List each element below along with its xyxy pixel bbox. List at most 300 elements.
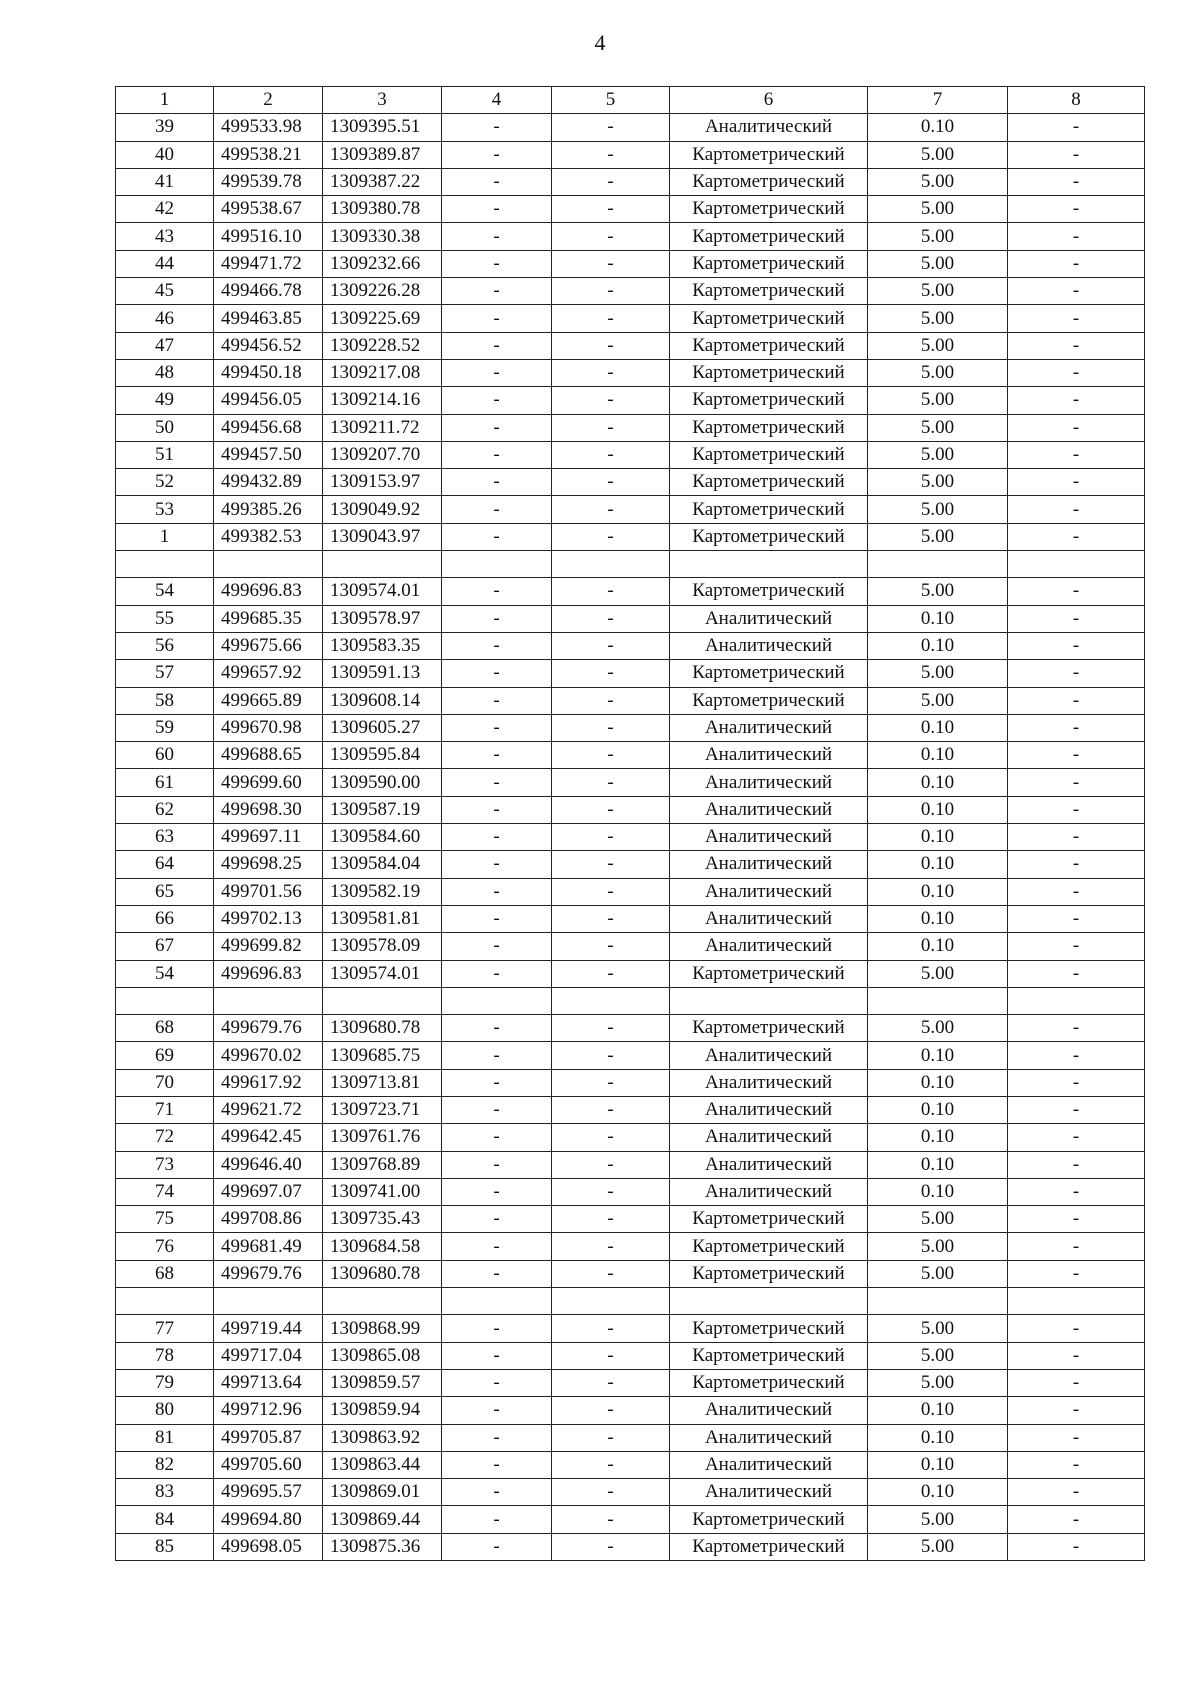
table-row [116,987,1145,1014]
x-coordinate-cell [214,551,323,578]
method-cell: Аналитический [670,714,868,741]
point-number-cell: 45 [116,278,214,305]
precision-cell: 0.10 [868,742,1008,769]
y-coordinate-cell: 1309684.58 [323,1233,442,1260]
column-5-cell: - [552,933,670,960]
column-4-cell: - [442,1124,552,1151]
x-coordinate-cell: 499697.07 [214,1178,323,1205]
column-5-cell: - [552,1479,670,1506]
column-4-cell: - [442,1506,552,1533]
method-cell: Аналитический [670,851,868,878]
method-cell: Картометрический [670,1233,868,1260]
x-coordinate-cell: 499533.98 [214,114,323,141]
table-row [116,1479,1145,1506]
precision-cell: 0.10 [868,714,1008,741]
table-row [116,1178,1145,1205]
x-coordinate-cell: 499698.05 [214,1533,323,1560]
column-8-cell: - [1008,1096,1145,1123]
column-4-cell: - [442,250,552,277]
point-number-cell: 58 [116,687,214,714]
point-number-cell: 71 [116,1096,214,1123]
column-5-cell: - [552,141,670,168]
y-coordinate-cell: 1309207.70 [323,441,442,468]
precision-cell: 0.10 [868,905,1008,932]
column-4-cell: - [442,605,552,632]
column-5-cell: - [552,714,670,741]
method-cell: Аналитический [670,1178,868,1205]
x-coordinate-cell: 499621.72 [214,1096,323,1123]
y-coordinate-cell: 1309582.19 [323,878,442,905]
point-number-cell: 76 [116,1233,214,1260]
precision-cell: 0.10 [868,1042,1008,1069]
method-cell: Картометрический [670,496,868,523]
y-coordinate-cell: 1309578.09 [323,933,442,960]
point-number-cell: 55 [116,605,214,632]
column-4-cell: - [442,769,552,796]
y-coordinate-cell: 1309214.16 [323,387,442,414]
y-coordinate-cell: 1309583.35 [323,632,442,659]
precision-cell: 0.10 [868,1397,1008,1424]
column-8-cell: - [1008,632,1145,659]
precision-cell: 0.10 [868,878,1008,905]
column-8-cell: - [1008,141,1145,168]
column-5-cell: - [552,496,670,523]
column-4-cell: - [442,278,552,305]
method-cell: Аналитический [670,796,868,823]
column-4-cell: - [442,441,552,468]
table-header-row [116,87,1145,114]
x-coordinate-cell: 499681.49 [214,1233,323,1260]
column-4-cell: - [442,905,552,932]
y-coordinate-cell: 1309049.92 [323,496,442,523]
y-coordinate-cell [323,551,442,578]
table-body [116,87,1145,1561]
point-number-cell: 52 [116,469,214,496]
column-8-cell: - [1008,1479,1145,1506]
y-coordinate-cell: 1309330.38 [323,223,442,250]
method-cell: Аналитический [670,933,868,960]
method-cell: Картометрический [670,578,868,605]
x-coordinate-cell: 499713.64 [214,1369,323,1396]
column-8-cell: - [1008,441,1145,468]
column-8-cell: - [1008,469,1145,496]
method-cell: Аналитический [670,1451,868,1478]
precision-cell: 0.10 [868,851,1008,878]
table-row [116,1315,1145,1342]
column-8-cell: - [1008,769,1145,796]
table-row [116,1342,1145,1369]
x-coordinate-cell: 499456.52 [214,332,323,359]
y-coordinate-cell: 1309761.76 [323,1124,442,1151]
point-number-cell: 62 [116,796,214,823]
y-coordinate-cell: 1309869.44 [323,1506,442,1533]
x-coordinate-cell: 499456.68 [214,414,323,441]
point-number-cell: 69 [116,1042,214,1069]
point-number-cell: 42 [116,196,214,223]
point-number-cell: 80 [116,1397,214,1424]
column-5-cell [552,1288,670,1315]
precision-cell: 0.10 [868,824,1008,851]
column-4-cell: - [442,1424,552,1451]
method-cell [670,551,868,578]
precision-cell: 5.00 [868,250,1008,277]
column-header-3: 3 [323,87,442,114]
x-coordinate-cell: 499696.83 [214,578,323,605]
column-4-cell [442,987,552,1014]
table-row [116,1233,1145,1260]
column-4-cell [442,1288,552,1315]
precision-cell: 0.10 [868,1479,1008,1506]
table-row [116,1069,1145,1096]
x-coordinate-cell: 499538.67 [214,196,323,223]
table-row [116,496,1145,523]
point-number-cell [116,551,214,578]
method-cell: Картометрический [670,305,868,332]
x-coordinate-cell: 499698.30 [214,796,323,823]
x-coordinate-cell: 499382.53 [214,523,323,550]
point-number-cell: 57 [116,660,214,687]
point-number-cell: 82 [116,1451,214,1478]
point-number-cell: 50 [116,414,214,441]
column-5-cell: - [552,578,670,605]
column-header-2: 2 [214,87,323,114]
column-4-cell: - [442,1178,552,1205]
column-5-cell: - [552,1506,670,1533]
column-4-cell: - [442,114,552,141]
column-4-cell: - [442,1451,552,1478]
point-number-cell: 66 [116,905,214,932]
precision-cell: 5.00 [868,960,1008,987]
x-coordinate-cell: 499698.25 [214,851,323,878]
x-coordinate-cell: 499670.98 [214,714,323,741]
method-cell: Картометрический [670,1533,868,1560]
column-4-cell: - [442,414,552,441]
precision-cell: 5.00 [868,168,1008,195]
method-cell: Картометрический [670,332,868,359]
y-coordinate-cell: 1309587.19 [323,796,442,823]
precision-cell: 5.00 [868,523,1008,550]
column-5-cell: - [552,469,670,496]
column-5-cell: - [552,769,670,796]
column-5-cell: - [552,1042,670,1069]
x-coordinate-cell [214,987,323,1014]
method-cell: Картометрический [670,168,868,195]
y-coordinate-cell: 1309768.89 [323,1151,442,1178]
method-cell: Картометрический [670,278,868,305]
table-row [116,1096,1145,1123]
point-number-cell: 49 [116,387,214,414]
table-row [116,824,1145,851]
table-row [116,1124,1145,1151]
method-cell: Картометрический [670,687,868,714]
method-cell: Картометрический [670,1315,868,1342]
x-coordinate-cell: 499538.21 [214,141,323,168]
table-row [116,1424,1145,1451]
method-cell: Аналитический [670,1479,868,1506]
column-5-cell: - [552,305,670,332]
precision-cell: 5.00 [868,1315,1008,1342]
precision-cell: 5.00 [868,278,1008,305]
table-row [116,332,1145,359]
y-coordinate-cell: 1309863.44 [323,1451,442,1478]
method-cell: Аналитический [670,824,868,851]
column-8-cell: - [1008,196,1145,223]
column-5-cell: - [552,1315,670,1342]
precision-cell: 5.00 [868,387,1008,414]
method-cell: Картометрический [670,441,868,468]
column-5-cell: - [552,687,670,714]
x-coordinate-cell: 499712.96 [214,1397,323,1424]
x-coordinate-cell: 499463.85 [214,305,323,332]
precision-cell: 5.00 [868,1342,1008,1369]
column-8-cell: - [1008,332,1145,359]
y-coordinate-cell: 1309868.99 [323,1315,442,1342]
column-8-cell: - [1008,660,1145,687]
table-row [116,1151,1145,1178]
column-8-cell: - [1008,1342,1145,1369]
precision-cell: 0.10 [868,1178,1008,1205]
column-8-cell: - [1008,1178,1145,1205]
column-8-cell: - [1008,1233,1145,1260]
column-5-cell: - [552,523,670,550]
precision-cell: 5.00 [868,578,1008,605]
column-header-5: 5 [552,87,670,114]
column-4-cell: - [442,168,552,195]
column-5-cell: - [552,1451,670,1478]
y-coordinate-cell: 1309578.97 [323,605,442,632]
x-coordinate-cell: 499699.82 [214,933,323,960]
column-8-cell: - [1008,1424,1145,1451]
method-cell: Картометрический [670,660,868,687]
point-number-cell: 54 [116,960,214,987]
column-5-cell: - [552,1124,670,1151]
method-cell: Картометрический [670,1206,868,1233]
y-coordinate-cell [323,987,442,1014]
column-4-cell: - [442,1206,552,1233]
method-cell: Аналитический [670,605,868,632]
column-5-cell: - [552,168,670,195]
column-5-cell: - [552,1424,670,1451]
x-coordinate-cell: 499432.89 [214,469,323,496]
column-4-cell: - [442,223,552,250]
y-coordinate-cell: 1309605.27 [323,714,442,741]
column-4-cell: - [442,141,552,168]
precision-cell: 0.10 [868,1124,1008,1151]
column-8-cell [1008,1288,1145,1315]
column-8-cell: - [1008,1206,1145,1233]
y-coordinate-cell [323,1288,442,1315]
column-4-cell: - [442,305,552,332]
table-row [116,905,1145,932]
y-coordinate-cell: 1309574.01 [323,578,442,605]
column-4-cell: - [442,1479,552,1506]
point-number-cell: 63 [116,824,214,851]
column-4-cell: - [442,1369,552,1396]
x-coordinate-cell: 499657.92 [214,660,323,687]
precision-cell: 5.00 [868,496,1008,523]
y-coordinate-cell: 1309232.66 [323,250,442,277]
x-coordinate-cell [214,1288,323,1315]
method-cell: Картометрический [670,1369,868,1396]
point-number-cell: 41 [116,168,214,195]
column-4-cell: - [442,1233,552,1260]
x-coordinate-cell: 499617.92 [214,1069,323,1096]
point-number-cell: 39 [116,114,214,141]
precision-cell: 5.00 [868,1015,1008,1042]
x-coordinate-cell: 499516.10 [214,223,323,250]
table-row [116,714,1145,741]
point-number-cell: 65 [116,878,214,905]
column-5-cell: - [552,851,670,878]
y-coordinate-cell: 1309043.97 [323,523,442,550]
table-row [116,414,1145,441]
column-8-cell: - [1008,387,1145,414]
point-number-cell: 78 [116,1342,214,1369]
column-8-cell: - [1008,1042,1145,1069]
method-cell: Картометрический [670,1342,868,1369]
point-number-cell: 68 [116,1015,214,1042]
column-8-cell: - [1008,1015,1145,1042]
table-row [116,1451,1145,1478]
column-8-cell: - [1008,523,1145,550]
column-4-cell: - [442,824,552,851]
column-5-cell: - [552,605,670,632]
method-cell: Картометрический [670,1260,868,1287]
column-5-cell: - [552,960,670,987]
column-4-cell: - [442,578,552,605]
column-5-cell: - [552,332,670,359]
x-coordinate-cell: 499697.11 [214,824,323,851]
table-row [116,632,1145,659]
table-row [116,441,1145,468]
y-coordinate-cell: 1309228.52 [323,332,442,359]
precision-cell: 0.10 [868,1424,1008,1451]
method-cell: Картометрический [670,414,868,441]
precision-cell [868,1288,1008,1315]
y-coordinate-cell: 1309869.01 [323,1479,442,1506]
point-number-cell: 83 [116,1479,214,1506]
method-cell: Картометрический [670,196,868,223]
point-number-cell: 79 [116,1369,214,1396]
table-row [116,605,1145,632]
table-row [116,1506,1145,1533]
precision-cell: 5.00 [868,687,1008,714]
column-5-cell [552,551,670,578]
column-8-cell: - [1008,278,1145,305]
column-8-cell: - [1008,605,1145,632]
point-number-cell [116,1288,214,1315]
point-number-cell: 73 [116,1151,214,1178]
y-coordinate-cell: 1309741.00 [323,1178,442,1205]
y-coordinate-cell: 1309153.97 [323,469,442,496]
method-cell: Аналитический [670,905,868,932]
column-header-8: 8 [1008,87,1145,114]
method-cell: Картометрический [670,523,868,550]
y-coordinate-cell: 1309225.69 [323,305,442,332]
column-8-cell: - [1008,305,1145,332]
column-8-cell: - [1008,496,1145,523]
table-row [116,796,1145,823]
x-coordinate-cell: 499456.05 [214,387,323,414]
point-number-cell: 48 [116,359,214,386]
x-coordinate-cell: 499665.89 [214,687,323,714]
column-8-cell [1008,551,1145,578]
precision-cell: 5.00 [868,660,1008,687]
column-8-cell: - [1008,933,1145,960]
method-cell: Картометрический [670,359,868,386]
column-5-cell: - [552,223,670,250]
column-4-cell: - [442,496,552,523]
y-coordinate-cell: 1309875.36 [323,1533,442,1560]
column-8-cell: - [1008,1151,1145,1178]
column-5-cell: - [552,824,670,851]
x-coordinate-cell: 499719.44 [214,1315,323,1342]
column-4-cell: - [442,851,552,878]
method-cell: Картометрический [670,1015,868,1042]
y-coordinate-cell: 1309735.43 [323,1206,442,1233]
point-number-cell: 47 [116,332,214,359]
x-coordinate-cell: 499694.80 [214,1506,323,1533]
precision-cell: 5.00 [868,1369,1008,1396]
point-number-cell [116,987,214,1014]
x-coordinate-cell: 499685.35 [214,605,323,632]
precision-cell: 0.10 [868,1151,1008,1178]
column-8-cell: - [1008,824,1145,851]
table-row [116,250,1145,277]
y-coordinate-cell: 1309584.60 [323,824,442,851]
point-number-cell: 75 [116,1206,214,1233]
method-cell: Аналитический [670,632,868,659]
column-5-cell: - [552,1151,670,1178]
table-row [116,878,1145,905]
method-cell: Аналитический [670,1069,868,1096]
y-coordinate-cell: 1309723.71 [323,1096,442,1123]
point-number-cell: 54 [116,578,214,605]
method-cell: Аналитический [670,1124,868,1151]
y-coordinate-cell: 1309865.08 [323,1342,442,1369]
x-coordinate-cell: 499699.60 [214,769,323,796]
column-5-cell: - [552,1369,670,1396]
column-8-cell: - [1008,878,1145,905]
column-4-cell: - [442,687,552,714]
column-8-cell: - [1008,851,1145,878]
column-5-cell: - [552,1015,670,1042]
table-row [116,1260,1145,1287]
column-5-cell: - [552,796,670,823]
table-row [116,960,1145,987]
column-8-cell: - [1008,1124,1145,1151]
point-number-cell: 46 [116,305,214,332]
x-coordinate-cell: 499705.60 [214,1451,323,1478]
y-coordinate-cell: 1309595.84 [323,742,442,769]
column-8-cell: - [1008,1315,1145,1342]
column-header-4: 4 [442,87,552,114]
point-number-cell: 64 [116,851,214,878]
precision-cell: 5.00 [868,196,1008,223]
precision-cell: 0.10 [868,933,1008,960]
table-row [116,1533,1145,1560]
precision-cell: 5.00 [868,332,1008,359]
x-coordinate-cell: 499539.78 [214,168,323,195]
y-coordinate-cell: 1309591.13 [323,660,442,687]
column-5-cell: - [552,1233,670,1260]
x-coordinate-cell: 499679.76 [214,1260,323,1287]
column-8-cell: - [1008,714,1145,741]
column-8-cell: - [1008,1533,1145,1560]
column-4-cell: - [442,1315,552,1342]
precision-cell: 0.10 [868,796,1008,823]
y-coordinate-cell: 1309590.00 [323,769,442,796]
